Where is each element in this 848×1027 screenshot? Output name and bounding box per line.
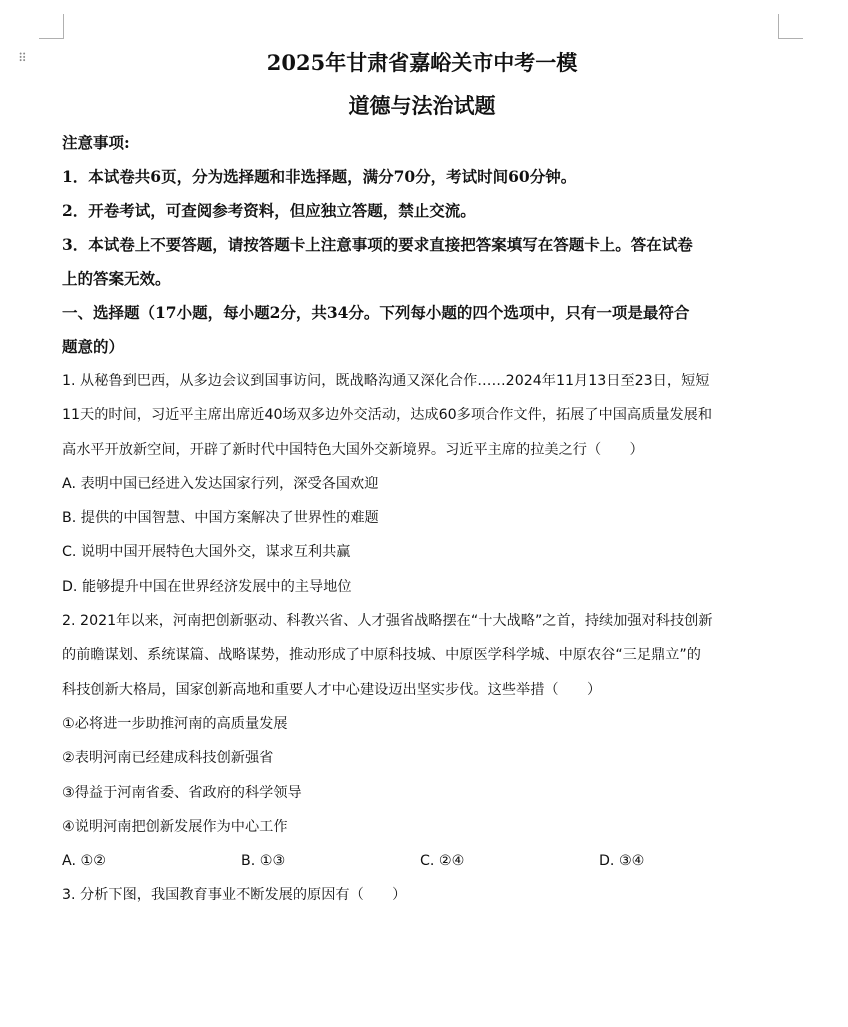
- notice-item: 1．本试卷共6页，分为选择题和非选择题，满分70分，考试时间60分钟。: [62, 167, 577, 186]
- section-heading: 一、选择题（17小题，每小题2分，共34分。下列每小题的四个选项中，只有一项是最符合: [62, 303, 690, 322]
- document-subtitle: 道德与法治试题: [348, 93, 496, 118]
- document-title: 2025年甘肃省嘉峪关市中考一模: [266, 50, 578, 75]
- notice-item: 上的答案无效。: [62, 269, 171, 288]
- document-body: [62, 48, 782, 913]
- question-2-option-c: C. ②④: [420, 853, 465, 870]
- notice-item: 3．本试卷上不要答题，请按答题卡上注意事项的要求直接把答案填写在答题卡上。答在试卷: [62, 235, 693, 254]
- question-1-option-a: A. 表明中国已经进入发达国家行列，深受各国欢迎: [62, 475, 379, 492]
- page-corner-mark-top-right: [778, 14, 803, 39]
- question-1-option-b: B. 提供的中国智慧、中国方案解决了世界性的难题: [62, 510, 379, 527]
- question-2-statement: ②表明河南已经建成科技创新强省: [62, 750, 274, 767]
- drag-handle-icon[interactable]: ⠿: [18, 51, 26, 65]
- question-1-option-c: C. 说明中国开展特色大国外交，谋求互利共赢: [62, 544, 351, 561]
- section-heading: 题意的）: [62, 337, 125, 356]
- page-corner-mark-top-left: [39, 14, 64, 39]
- question-2-text: 科技创新大格局，国家创新高地和重要人才中心建设迈出坚实步伐。这些举措（ ）: [62, 681, 602, 698]
- question-2-statement: ④说明河南把创新发展作为中心工作: [62, 818, 288, 835]
- question-1-option-d: D. 能够提升中国在世界经济发展中的主导地位: [62, 578, 352, 595]
- question-1-text: 11天的时间，习近平主席出席近40场双多边外交活动，达成60多项合作文件，拓展了中国高质量发展和: [62, 407, 713, 424]
- question-1-text: 高水平开放新空间，开辟了新时代中国特色大国外交新境界。习近平主席的拉美之行（ ）: [62, 441, 644, 458]
- question-2-text: 的前瞻谋划、系统谋篇、战略谋势，推动形成了中原科技城、中原医学科学城、中原农谷“三足鼎立”的: [62, 647, 701, 664]
- question-2-option-b: B. ①③: [241, 853, 286, 870]
- question-2-text: 2. 2021年以来，河南把创新驱动、科教兴省、人才强省战略摆在“十大战略”之首，持续加强对科技创新: [62, 613, 713, 630]
- notice-heading: 注意事项:: [62, 133, 130, 152]
- question-2-options: [62, 844, 782, 878]
- question-2-option-a: A. ①②: [62, 853, 106, 870]
- notice-item: 2．开卷考试，可查阅参考资料，但应独立答题，禁止交流。: [62, 201, 476, 220]
- question-2-statement: ③得益于河南省委、省政府的科学领导: [62, 784, 302, 801]
- question-3-text: 3. 分析下图，我国教育事业不断发展的原因有（ ）: [62, 887, 407, 904]
- question-2-statement: ①必将进一步助推河南的高质量发展: [62, 715, 288, 732]
- question-1-text: 1. 从秘鲁到巴西，从多边会议到国事访问，既战略沟通又深化合作……2024年11月13日至23日，短短: [62, 373, 710, 389]
- question-2-option-d: D. ③④: [599, 853, 645, 870]
